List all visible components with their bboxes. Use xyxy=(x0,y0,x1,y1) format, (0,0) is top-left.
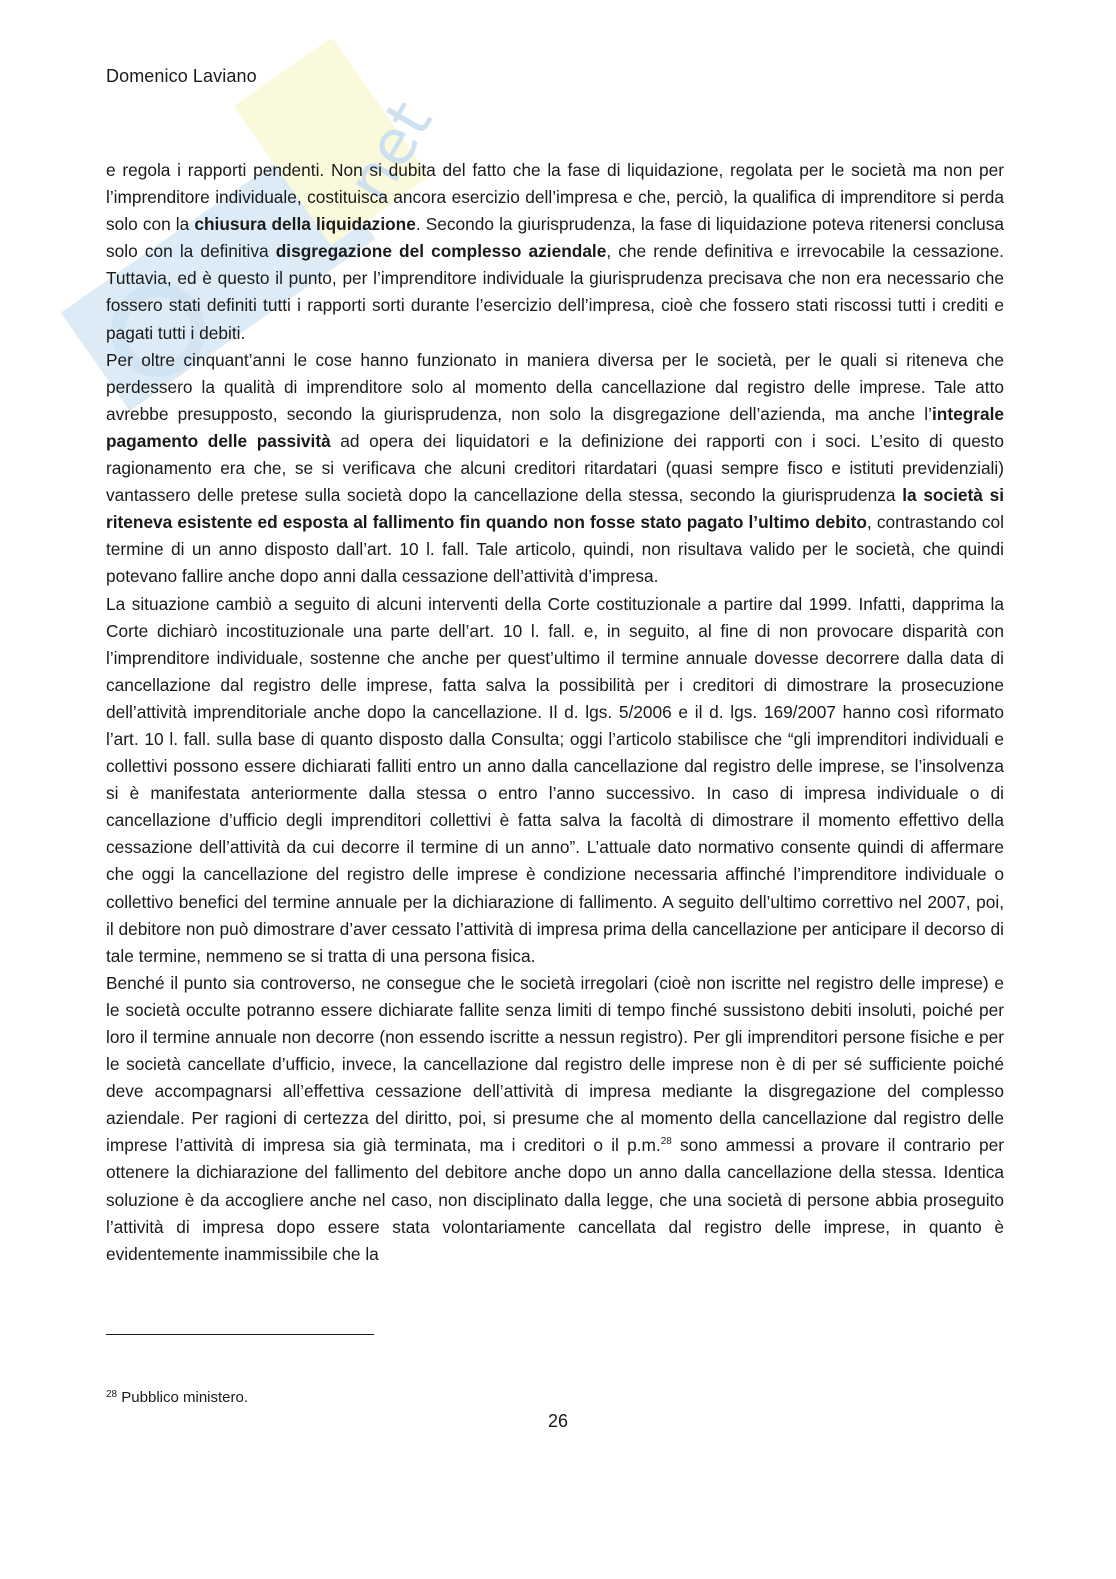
page-header-author: Domenico Laviano xyxy=(106,66,257,86)
text-run: , contrastando col termine di un anno disposto dall’art. 10 l. fall. Tale articolo, quindi, non risultava valido per le società, che quindi potevano fallire anche dopo anni dalla cessazione dell’attività d’impresa. xyxy=(106,512,1004,587)
bold-text: disgregazione del complesso aziendale xyxy=(275,241,607,262)
body-text xyxy=(106,157,1004,1268)
text-run: La situazione cambiò a seguito di alcuni interventi della Corte costituzionale a partire dal 1999. Infatti, dapprima la Corte dichiarò incostituzionale una parte dell’art. 10 l. fall. e, in seguito, al fine di non provocare disparità con l’imprenditore individuale, sostenne che anche per quest’ultimo il termine annuale dovesse decorrere dalla data di cancellazione dal registro delle imprese, fatta salva la possibilità per i creditori di dimostrare la prosecuzione dell’attività imprenditoriale anche dopo la cancellazione. Il d. lgs. 5/2006 e il d. lgs. 169/2007 hanno così riformato l’art. 10 l. fall. sulla base di quanto disposto dalla Consulta; oggi l’articolo stabilisce che “gli imprenditori individuali e collettivi possono essere dichiarati falliti entro un anno dalla cancellazione dal registro delle imprese, se l’insolvenza si è manifestata anteriormente dalla stessa o entro l’anno successivo. In caso di impresa individuale o di cancellazione d’ufficio degli imprenditori collettivi è fatta salva la facoltà di dimostrare il momento effettivo della cessazione dell’attività da cui decorre il termine di un anno”. L’attuale dato normativo consente quindi di affermare che oggi la cancellazione del registro delle imprese è condizione necessaria affinché l’imprenditore individuale o collettivo benefici del termine annuale per la dichiarazione di fallimento. A seguito dell’ultimo correttivo nel 2007, poi, il debitore non può dimostrare d’aver cessato l’attività di impresa prima della cancellazione per anticipare il decorso di tale termine, nemmeno se si tratta di una persona fisica. xyxy=(106,593,1004,966)
text-run: Benché il punto sia controverso, ne consegue che le società irregolari (cioè non iscritte nel registro delle imprese) e le società occulte potranno essere dichiarate fallite senza limiti di tempo finché sussistono debiti insoluti, poiché per loro il termine annuale non decorre (non essendo iscritte a nessun registro). Per gli imprenditori persone fisiche e per le società cancellate d’ufficio, invece, la cancellazione dal registro delle imprese non è di per sé sufficiente poiché deve accompagnarsi all’effettiva cessazione dell’attività di impresa mediante la disgregazione del complesso aziendale. Per ragioni di certezza del diritto, poi, si presume che al momento della cancellazione dal registro delle imprese l’attività di impresa sia già terminata, ma i creditori o il p.m. xyxy=(106,972,1004,1156)
text-run: , che rende definitiva e irrevocabile la cessazione. Tuttavia, ed è questo il punto, per l’imprenditore individuale la giurisprudenza precisava che non era necessario che fossero stati definiti tutti i rapporti sorti durante l’esercizio dell’impresa, cioè che fossero stati riscossi tutti i crediti e pagati tutti i debiti. xyxy=(106,241,1004,343)
footnote-reference: 28 xyxy=(660,1136,672,1148)
text-run: ad opera dei liquidatori e la definizione dei rapporti con i soci. L’esito di questo ragionamento era che, se si verificava che alcuni creditori ritardatari (quasi sempre fisco e istituti previdenziali) vantassero delle pretese sulla società dopo la cancellazione della stessa, secondo la giurisprudenza xyxy=(106,430,1004,506)
text-run: e regola i rapporti pendenti. Non si dubita del fatto che la fase di liquidazione, regolata per le società ma non per l’imprenditore individuale, costituisca ancora esercizio dell’impresa e che, perciò, la qualifica di imprenditore si perda solo con la xyxy=(106,160,1004,235)
page-number: 26 xyxy=(547,1411,569,1431)
text-run: . Secondo la giurisprudenza, la fase di liquidazione poteva ritenersi conclusa solo con la definitiva xyxy=(106,214,1004,262)
watermark-text: net xyxy=(332,88,447,214)
paragraph xyxy=(106,347,1004,591)
paragraph xyxy=(106,970,1004,1268)
text-run: sono ammessi a provare il contrario per ottenere la dichiarazione del fallimento del debitore anche dopo un anno dalla cancellazione della stessa. Identica soluzione è da accogliere anche nel caso, non disciplinato dalla legge, che una società di persone abbia proseguito l’attività di impresa dopo essere stata volontariamente cancellata dal registro delle imprese, in quanto è evidentemente inammissibile che la xyxy=(106,1135,1004,1264)
bold-text: integrale pagamento delle passività xyxy=(106,403,1004,451)
footnote-separator xyxy=(106,1334,374,1335)
footnote xyxy=(106,1389,248,1406)
bold-text: la società si riteneva esistente ed esposta al fallimento fin quando non fosse stato pagato l’ultimo debito xyxy=(106,485,1004,533)
text-run: Per oltre cinquant’anni le cose hanno funzionato in maniera diversa per le società, per le quali si riteneva che perdessero la qualità di imprenditore solo al momento della cancellazione dal registro delle imprese. Tale atto avrebbe presupposto, secondo la giurisprudenza, non solo la disgregazione dell’azienda, ma anche l’ xyxy=(106,349,1004,424)
paragraph xyxy=(106,591,1004,970)
paragraph xyxy=(106,157,1004,347)
bold-text: chiusura della liquidazione xyxy=(194,214,416,235)
footnote-number: 28 xyxy=(106,1389,118,1400)
footnote-text: Pubblico ministero. xyxy=(121,1389,249,1406)
